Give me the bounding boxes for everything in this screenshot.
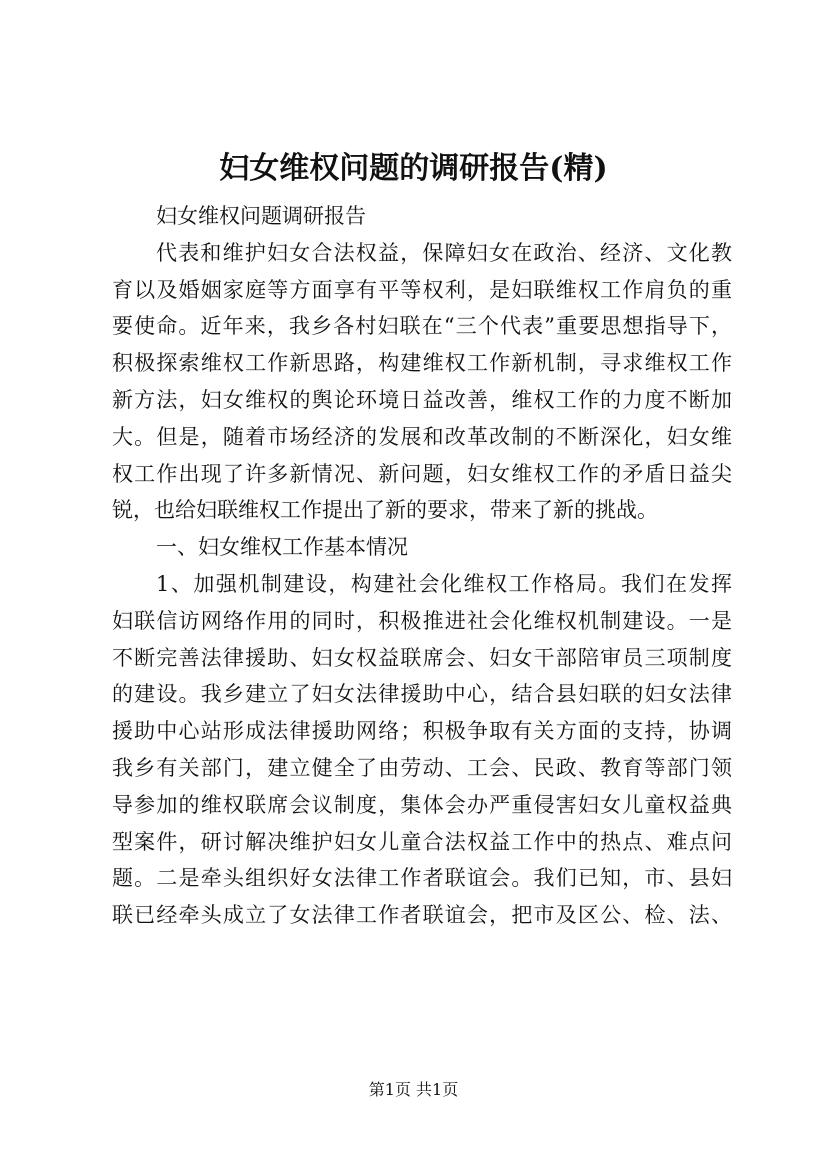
page-number-footer: 第1页 共1页 [368, 1080, 459, 1099]
body-line: 型案件，研讨解决维护妇女儿童合法权益工作中的热点、难点问 [112, 829, 732, 854]
body-line: 妇联信访网络作用的同时，积极推进社会化维权机制建设。一是 [112, 608, 732, 633]
body-line: 的建设。我乡建立了妇女法律援助中心，结合县妇联的妇女法律 [112, 682, 732, 707]
body-line: 我乡有关部门，建立健全了由劳动、工会、民政、教育等部门领 [112, 755, 732, 780]
body-line: 权工作出现了许多新情况、新问题，妇女维权工作的矛盾日益尖 [112, 461, 732, 486]
body-line: 妇女维权问题调研报告 [156, 204, 366, 228]
document-title: 妇女维权问题的调研报告(精) [219, 151, 608, 186]
body-line: 不断完善法律援助、妇女权益联席会、妇女干部陪审员三项制度 [112, 645, 732, 670]
body-line: 积极探索维权工作新思路，构建维权工作新机制，寻求维权工作 [112, 351, 732, 376]
body-line: 代表和维护妇女合法权益，保障妇女在政治、经济、文化教 [156, 240, 732, 265]
body-line: 要使命。近年来，我乡各村妇联在“三个代表”重要思想指导下， [112, 314, 732, 339]
document-body [112, 198, 732, 934]
body-line: 大。但是，随着市场经济的发展和改革改制的不断深化，妇女维 [112, 424, 732, 449]
body-line: 援助中心站形成法律援助网络；积极争取有关方面的支持，协调 [112, 719, 732, 744]
body-line: 锐，也给妇联维权工作提出了新的要求，带来了新的挑战。 [112, 498, 658, 523]
body-line: 题。二是牵头组织好女法律工作者联谊会。我们已知，市、县妇 [112, 866, 732, 891]
body-line: 育以及婚姻家庭等方面享有平等权利，是妇联维权工作肩负的重 [112, 277, 732, 302]
body-line: 联已经牵头成立了女法律工作者联谊会，把市及区公、检、法、 [112, 903, 732, 928]
body-line: 新方法，妇女维权的舆论环境日益改善，维权工作的力度不断加 [112, 387, 732, 412]
body-line: 一、妇女维权工作基本情况 [156, 535, 408, 560]
body-line: 导参加的维权联席会议制度，集体会办严重侵害妇女儿童权益典 [112, 792, 732, 817]
body-line: 1、加强机制建设，构建社会化维权工作格局。我们在发挥 [156, 571, 732, 596]
